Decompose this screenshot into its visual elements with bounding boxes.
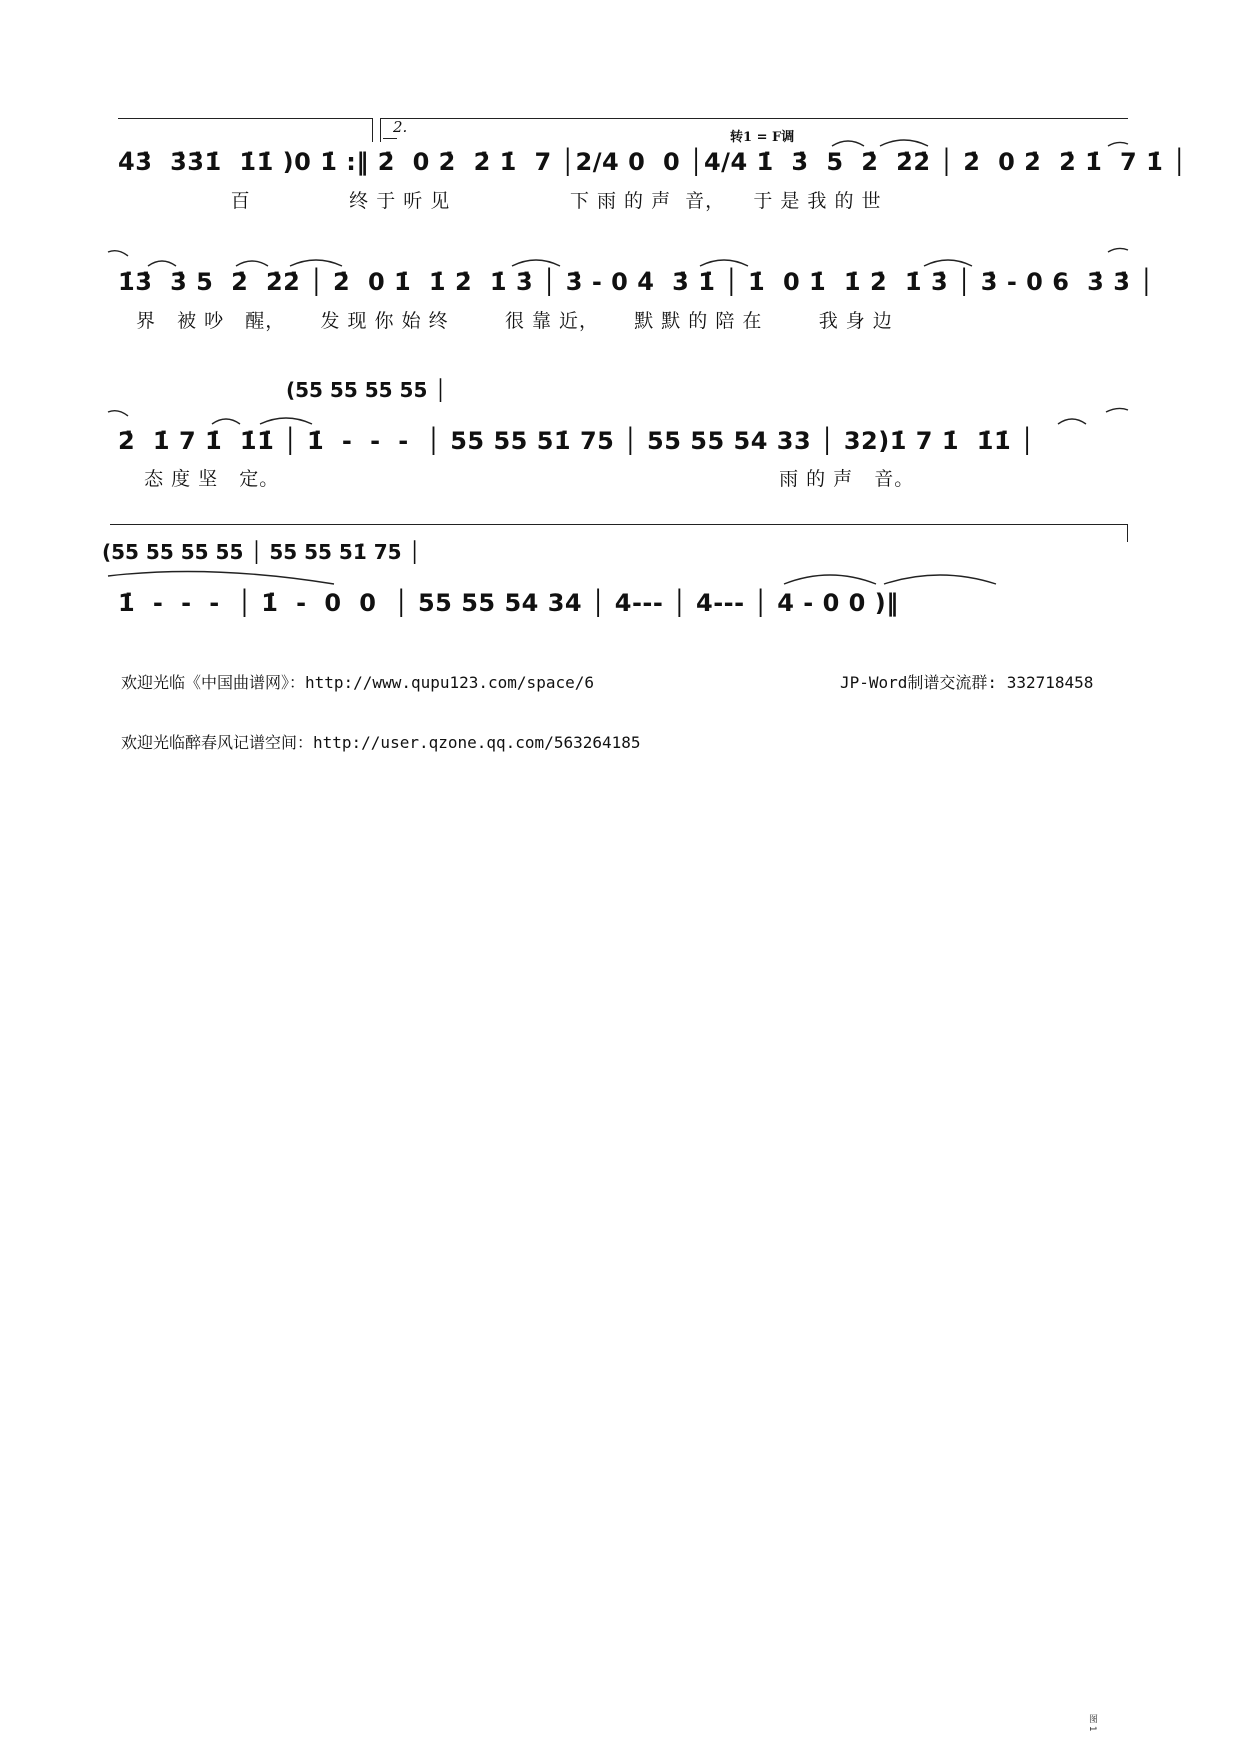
- ending-2-label: 2.: [393, 118, 408, 136]
- system4-intro: (55 55 55 55 │ 55 55 51̇ 75 │: [102, 540, 421, 564]
- system1-notes: 4̇3̇ 3̇3̇1̇ 1̇1̇ )0 1̇ :‖ 2̇ 0 2̇ 2̇ 1̇ 7 │2/4 0 0 │4/4 1̇ 3̇ 5 2̇ 2̇2̇ │ 2̇ 0 2̇ 2̇ 1̇ 7 1̇ │: [118, 148, 1188, 176]
- system2-notes: 1̇3̇ 3̇ 5 2̇ 2̇2̇ │ 2̇ 0 1̇ 1̇ 2̇ 1̇ 3̇ │ 3̇ - 0 4̇ 3̇ 1̇ │ 1̇ 0 1̇ 1̇ 2̇ 1̇ 3̇ │ 3̇ - 0 6 3̇ 3̇ │: [118, 268, 1155, 296]
- footer-group-info: JP-Word制谱交流群: 332718458: [840, 673, 1094, 692]
- footer-site-link: 欢迎光临《中国曲谱网》：http://www.qupu123.com/space/6: [121, 673, 594, 692]
- system3-notes: 2̇ 1̇ 7 1̇ 1̇1̇ │ 1̇ - - - │ 55 55 51̇ 75 │ 55 55 54 33 │ 32)1̇ 7 1̇ 1̇1̇ │: [118, 427, 1035, 455]
- page-corner-mark: 图 1: [1087, 1714, 1097, 1732]
- slur-marks: [0, 0, 1240, 700]
- footer-space-link: 欢迎光临醉春风记谱空间：http://user.qzone.qq.com/563264185: [121, 733, 641, 752]
- system1-lyrics: 百 终 于 听 见 下 雨 的 声 音， 于 是 我 的 世: [118, 190, 882, 212]
- system4-notes: 1̇ - - - │ 1̇ - 0 0 │ 55 55 54 34 │ 4--- │ 4--- │ 4 - 0 0 )‖: [118, 589, 899, 617]
- system2-lyrics: 界 被 吵 醒， 发 现 你 始 终 很 靠 近， 默 默 的 陪 在 我 身 边: [136, 310, 893, 332]
- system3-lyrics: 态 度 坚 定。 雨 的 声 音。: [130, 468, 915, 490]
- key-change-label: 转1 = F调: [730, 130, 795, 145]
- system3-intro: (55 55 55 55 │: [286, 378, 447, 402]
